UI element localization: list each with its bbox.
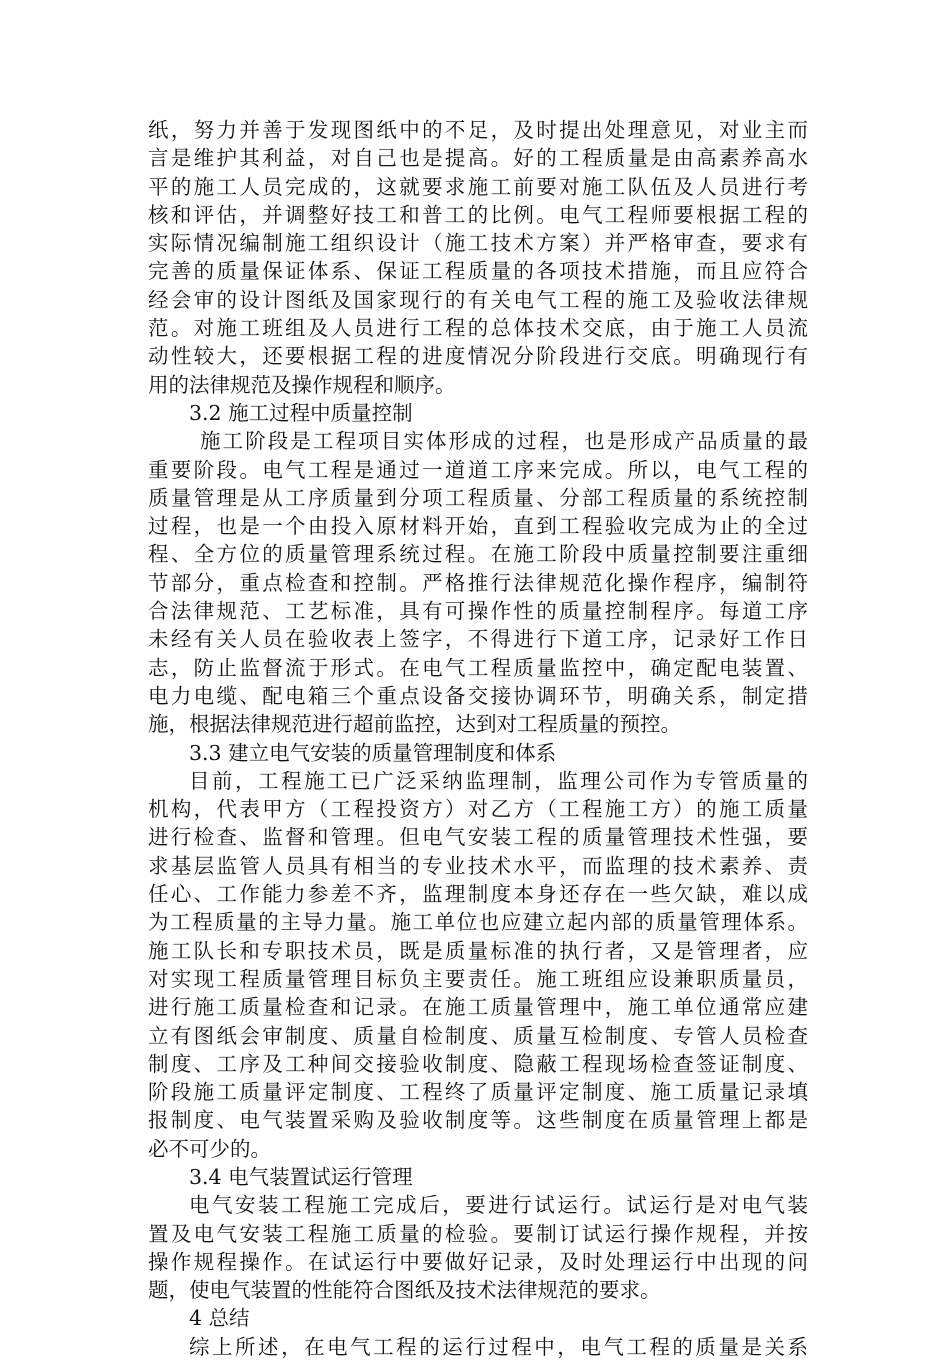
text-line: 质量管理是从工序质量到分项工程质量、分部工程质量的系统控制 xyxy=(148,485,808,510)
text-line: 对实现工程质量管理目标负主要责任。施工班组应设兼职质量员， xyxy=(148,966,808,991)
text-line: 进行检查、监督和管理。但电气安装工程的质量管理技术性强，要 xyxy=(148,825,808,850)
text-line: 核和评估，并调整好技工和普工的比例。电气工程师要根据工程的 xyxy=(148,202,808,227)
text-line: 操作规程操作。在试运行中要做好记录，及时处理运行中出现的问 xyxy=(148,1249,808,1274)
text-line: 制度、工序及工种间交接验收制度、隐蔽工程现场检查签证制度、 xyxy=(148,1051,808,1076)
section-heading: 3.2 施工过程中质量控制 xyxy=(189,400,413,425)
text-line: 施，根据法律规范进行超前监控，达到对工程质量的预控。 xyxy=(148,712,681,737)
text-line: 求基层监管人员具有相当的专业技术水平，而监理的技术素养、责 xyxy=(148,853,808,878)
text-line: 完善的质量保证体系、保证工程质量的各项技术措施，而且应符合 xyxy=(148,259,808,284)
text-line: 机构，代表甲方（工程投资方）对乙方（工程施工方）的施工质量 xyxy=(148,797,808,822)
section-heading: 4 总结 xyxy=(189,1306,250,1331)
text-line: 未经有关人员在验收表上签字，不得进行下道工序，记录好工作日 xyxy=(148,627,808,652)
text-line: 题，使电气装置的性能符合图纸及技术法律规范的要求。 xyxy=(148,1278,661,1303)
text-line: 综上所述，在电气工程的运行过程中，电气工程的质量是关系 xyxy=(189,1334,808,1359)
text-line: 用的法律规范及操作规程和顺序。 xyxy=(148,372,456,397)
text-line: 进行施工质量检查和记录。在施工质量管理中，施工单位通常应建 xyxy=(148,995,808,1020)
document-body xyxy=(148,116,808,1361)
text-line: 施工阶段是工程项目实体形成的过程，也是形成产品质量的最 xyxy=(200,429,808,454)
section-3-4 xyxy=(148,1163,808,1304)
text-line: 重要阶段。电气工程是通过一道道工序来完成。所以，电气工程的 xyxy=(148,457,808,482)
text-line: 动性较大，还要根据工程的进度情况分阶段进行交底。明确现行有 xyxy=(148,344,808,369)
section-heading: 3.3 建立电气安装的质量管理制度和体系 xyxy=(189,740,557,765)
text-line: 纸，努力并善于发现图纸中的不足，及时提出处理意见，对业主而 xyxy=(148,118,808,142)
section-4-summary xyxy=(148,1304,808,1361)
text-line: 阶段施工质量评定制度、工程终了质量评定制度、施工质量记录填 xyxy=(148,1080,808,1105)
text-line: 施工队长和专职技术员，既是质量标准的执行者，又是管理者，应 xyxy=(148,938,808,963)
text-line: 程、全方位的质量管理系统过程。在施工阶段中质量控制要注重细 xyxy=(148,542,808,567)
text-line: 任心、工作能力参差不齐，监理制度本身还存在一些欠缺，难以成 xyxy=(148,882,808,907)
text-line: 范。对施工班组及人员进行工程的总体技术交底，由于施工人员流 xyxy=(148,316,808,341)
text-line: 电气安装工程施工完成后，要进行试运行。试运行是对电气装 xyxy=(189,1193,808,1218)
text-line: 目前，工程施工已广泛采纳监理制，监理公司作为专管质量的 xyxy=(189,768,808,793)
text-line: 经会审的设计图纸及国家现行的有关电气工程的施工及验收法律规 xyxy=(148,287,808,312)
paragraph-continuation xyxy=(148,116,808,399)
text-line: 必不可少的。 xyxy=(148,1136,271,1161)
text-line: 电力电缆、配电箱三个重点设备交接协调环节，明确关系，制定措 xyxy=(148,683,808,708)
text-line: 报制度、电气装置采购及验收制度等。这些制度在质量管理上都是 xyxy=(148,1108,808,1133)
section-3-2 xyxy=(148,399,808,739)
text-line: 志，防止监督流于形式。在电气工程质量监控中，确定配电装置、 xyxy=(148,655,808,680)
text-line: 言是维护其利益，对自己也是提高。好的工程质量是由高素养高水 xyxy=(148,146,808,171)
section-3-3 xyxy=(148,739,808,1163)
text-line: 为工程质量的主导力量。施工单位也应建立起内部的质量管理体系。 xyxy=(148,910,808,935)
section-heading: 3.4 电气装置试运行管理 xyxy=(189,1164,413,1189)
text-line: 节部分，重点检查和控制。严格推行法律规范化操作程序，编制符 xyxy=(148,570,808,595)
text-line: 过程，也是一个由投入原材料开始，直到工程验收完成为止的全过 xyxy=(148,514,808,539)
text-line: 合法律规范、工艺标准，具有可操作性的质量控制程序。每道工序 xyxy=(148,599,808,624)
text-line: 平的施工人员完成的，这就要求施工前要对施工队伍及人员进行考 xyxy=(148,174,808,199)
text-line: 立有图纸会审制度、质量自检制度、质量互检制度、专管人员检查 xyxy=(148,1023,808,1048)
text-line: 置及电气安装工程施工质量的检验。要制订试运行操作规程，并按 xyxy=(148,1221,808,1246)
text-line: 实际情况编制施工组织设计（施工技术方案）并严格审查，要求有 xyxy=(148,231,808,256)
